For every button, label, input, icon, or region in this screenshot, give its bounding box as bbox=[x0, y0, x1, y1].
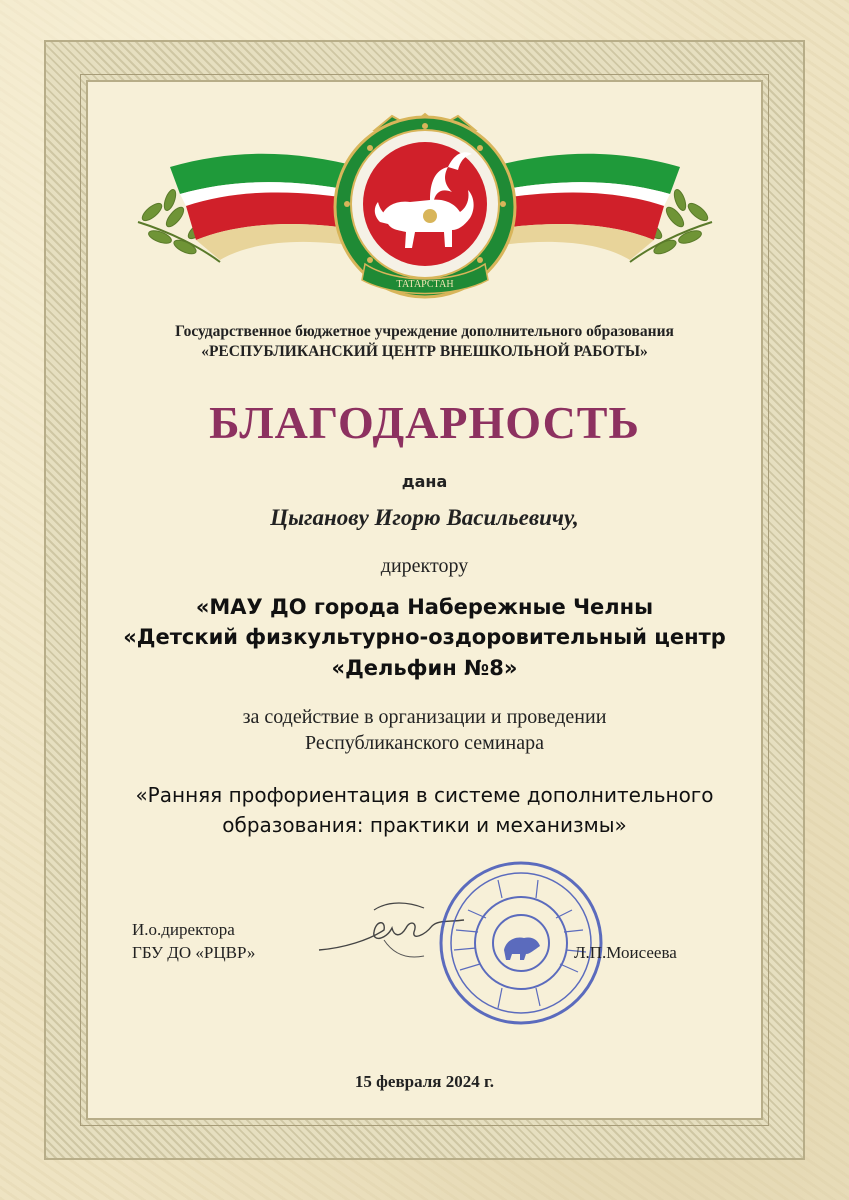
institution-line-2: «Детский физкультурно-оздоровительный центр bbox=[123, 625, 726, 649]
stamp-leopard-icon bbox=[504, 937, 540, 960]
right-flag-ribbon bbox=[488, 154, 680, 260]
issue-date: 15 февраля 2024 г. bbox=[354, 1072, 495, 1091]
recipient-name: Цыганову Игорю Васильевичу, bbox=[270, 505, 579, 530]
tatarstan-emblem bbox=[130, 112, 720, 302]
reason-line-1: за содействие в организации и проведении bbox=[242, 706, 607, 728]
institution-line-1: «МАУ ДО города Набережные Челны bbox=[195, 595, 654, 619]
recipient-position: директору bbox=[380, 555, 469, 577]
left-flag-ribbon bbox=[170, 154, 362, 260]
given-label: дана bbox=[401, 472, 448, 491]
organization-line-1: Государственное бюджетное учреждение дополнительного образования bbox=[175, 323, 674, 340]
certificate-title: БЛАГОДАРНОСТЬ bbox=[209, 397, 640, 448]
signatory-role-line-1: И.о.директора bbox=[132, 920, 235, 939]
organization-line-2: «РЕСПУБЛИКАНСКИЙ ЦЕНТР ВНЕШКОЛЬНОЙ РАБОТЫ» bbox=[201, 343, 648, 360]
emblem-caption: ТАТАРСТАН bbox=[396, 279, 454, 290]
institution-line-3: «Дельфин №8» bbox=[331, 656, 518, 680]
seminar-title-line-2: образования: практики и механизмы» bbox=[222, 813, 627, 837]
reason-line-2: Республиканского семинара bbox=[304, 732, 544, 754]
seminar-title-line-1: «Ранняя профориентация в системе дополнительного bbox=[135, 783, 714, 807]
signatory-name: Л.П.Моисеева bbox=[574, 943, 677, 962]
signatory-role-line-2: ГБУ ДО «РЦВР» bbox=[132, 943, 256, 962]
